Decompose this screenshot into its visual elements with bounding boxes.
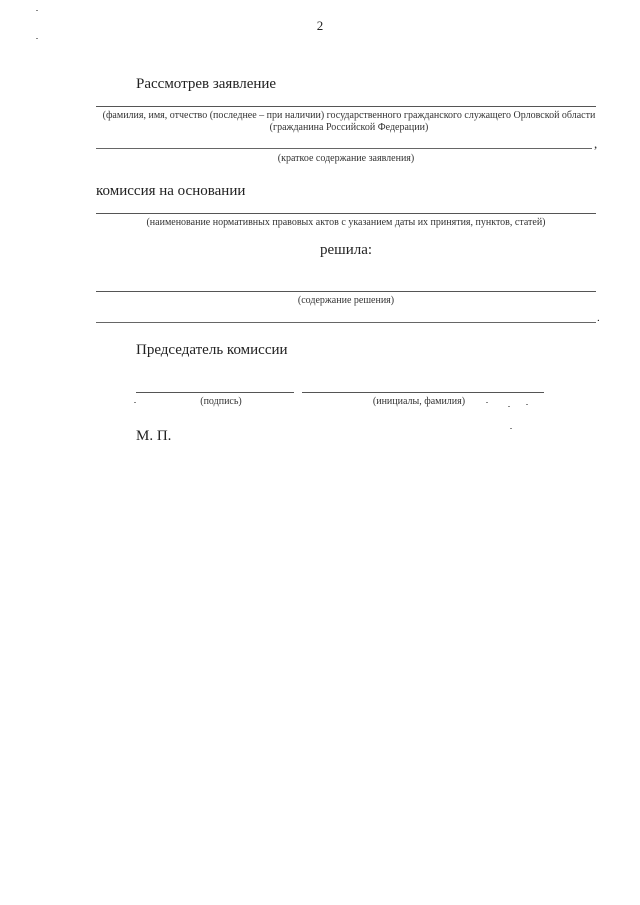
scan-speck bbox=[36, 10, 38, 11]
decision-caption: (содержание решения) bbox=[297, 295, 395, 306]
signature-field[interactable] bbox=[136, 392, 294, 393]
seal-label: М. П. bbox=[136, 428, 172, 444]
legal-acts-caption: (наименование нормативных правовых актов с указанием даты их принятия, пунктов, статей) bbox=[146, 217, 546, 228]
scan-speck bbox=[134, 402, 136, 403]
summary-trailing-comma: , bbox=[594, 136, 598, 151]
summary-caption: (краткое содержание заявления) bbox=[277, 153, 415, 164]
decided-label: решила: bbox=[320, 242, 373, 258]
scan-speck bbox=[526, 404, 528, 405]
signature-caption: (подпись) bbox=[200, 396, 242, 407]
applicant-name-field[interactable] bbox=[96, 106, 596, 107]
decision-trailing-period: . bbox=[597, 312, 600, 324]
decision-field-continued[interactable] bbox=[96, 322, 596, 323]
initials-surname-caption: (инициалы, фамилия) bbox=[372, 396, 466, 407]
initials-surname-field[interactable] bbox=[302, 392, 544, 393]
scan-speck bbox=[508, 406, 510, 407]
scan-speck bbox=[510, 428, 512, 429]
applicant-caption: (фамилия, имя, отчество (последнее – при наличии) государственного гражданского служащего Орловской области (гражданина Российской Федерации) bbox=[102, 110, 596, 133]
basis-label: комиссия на основании bbox=[96, 183, 246, 199]
scan-speck bbox=[486, 402, 488, 403]
application-summary-field[interactable] bbox=[96, 148, 592, 149]
legal-acts-field[interactable] bbox=[96, 213, 596, 214]
intro-label: Рассмотрев заявление bbox=[136, 76, 277, 92]
scan-speck bbox=[36, 38, 38, 39]
page-number: 2 bbox=[316, 18, 324, 33]
decision-field[interactable] bbox=[96, 291, 596, 292]
chairman-label: Председатель комиссии bbox=[136, 342, 288, 358]
